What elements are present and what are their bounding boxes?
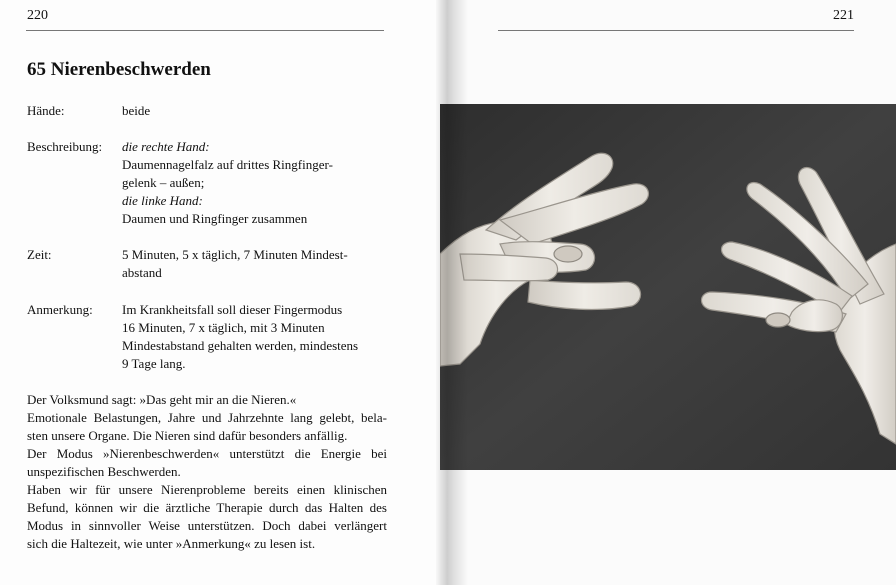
header-rule-left [26, 30, 384, 31]
body-paragraph [27, 391, 387, 553]
field-value-line: 16 Minuten, 7 x täglich, mit 3 Minuten [122, 320, 325, 335]
field-value-line: die linke Hand: [122, 193, 203, 208]
field-value-beschreibung [122, 138, 382, 228]
page-number-left: 220 [27, 8, 48, 23]
field-value-line: gelenk – außen; [122, 175, 205, 190]
field-value-line: Daumennagelfalz auf drittes Ringfinger- [122, 157, 333, 172]
field-value-line: Mindestabstand gehalten werden, mindestens [122, 338, 359, 353]
field-value-line: beide [122, 103, 151, 118]
body-line: Befund, können wir die ärztliche Therapie durch das Halten des [27, 500, 387, 515]
field-label-zeit: Zeit: [27, 247, 52, 262]
field-value-haende [122, 102, 382, 120]
field-value-line: Daumen und Ringfinger zusammen [122, 211, 308, 226]
field-value-line: 9 Tage lang. [122, 356, 186, 371]
chapter-title: 65 Nierenbeschwerden [27, 59, 211, 80]
field-value-line: abstand [122, 265, 162, 280]
field-value-line: Im Krankheitsfall soll dieser Fingermodus [122, 302, 343, 317]
page-number-right: 221 [833, 8, 854, 23]
body-line: sich die Haltezeit, wie unter »Anmerkung« zu lesen ist. [27, 536, 316, 551]
right-page [440, 0, 896, 585]
field-value-anmerkung [122, 301, 382, 373]
left-page [0, 0, 440, 585]
header-rule-right [498, 30, 854, 31]
hands-photo [440, 104, 896, 470]
field-value-line: die rechte Hand: [122, 139, 210, 154]
field-value-zeit [122, 246, 382, 282]
field-label-haende: Hände: [27, 103, 65, 118]
body-line: sten unsere Organe. Die Nieren sind dafür besonders anfällig. [27, 428, 348, 443]
field-label-beschreibung: Beschreibung: [27, 139, 103, 154]
body-line: Emotionale Belastungen, Jahre und Jahrzehnte lang gelebt, bela- [27, 410, 387, 425]
field-label-anmerkung: Anmerkung: [27, 302, 93, 317]
body-line: Modus in sinnvoller Weise unterstützen. Doch dabei verlängert [27, 518, 387, 533]
body-line: Haben wir für unsere Nierenprobleme bereits einen klinischen [27, 482, 387, 497]
body-line: Der Volksmund sagt: »Das geht mir an die Nieren.« [27, 392, 297, 407]
body-line: Der Modus »Nierenbeschwerden« unterstützt die Energie bei [27, 446, 387, 461]
body-line: unspezifischen Beschwerden. [27, 464, 181, 479]
field-value-line: 5 Minuten, 5 x täglich, 7 Minuten Mindest- [122, 247, 348, 262]
hands-illustration [440, 104, 896, 470]
